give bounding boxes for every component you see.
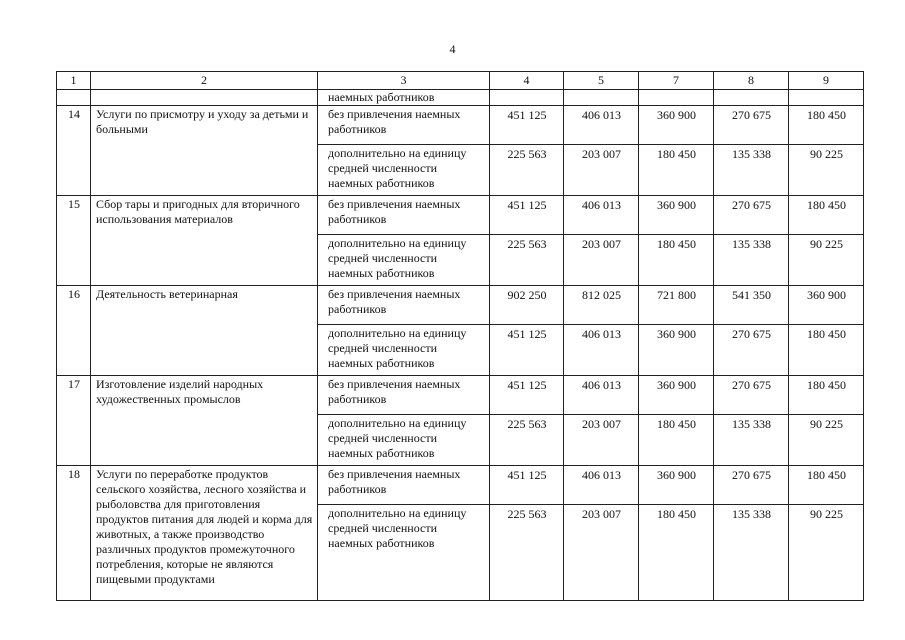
column-header: 2 <box>91 72 318 90</box>
rate-value: 180 450 <box>789 466 864 505</box>
table-row <box>57 376 864 415</box>
column-header: 5 <box>564 72 639 90</box>
entry-number: 16 <box>57 286 91 376</box>
rate-value: 135 338 <box>714 145 789 196</box>
entry-number: 14 <box>57 106 91 196</box>
page-number: 4 <box>449 42 456 56</box>
rate-value: 203 007 <box>564 145 639 196</box>
rate-value: 203 007 <box>564 415 639 466</box>
rate-value: 406 013 <box>564 325 639 376</box>
rate-value: 180 450 <box>789 106 864 145</box>
table-row <box>57 106 864 145</box>
table-cell <box>714 90 789 106</box>
continuation-row <box>57 90 864 106</box>
column-header: 7 <box>639 72 714 90</box>
table-cell <box>789 90 864 106</box>
table-row <box>57 286 864 325</box>
rate-value: 135 338 <box>714 235 789 286</box>
activity-name: Услуги по переработке продуктов сельского хозяйства, лесного хозяйства и рыболовства для приготовления продуктов питания для людей и корма для животных, а также производство различных продуктов промежуточного потребления, которые не являются пищевыми продуктами <box>91 466 318 601</box>
entry-number: 15 <box>57 196 91 286</box>
rate-value: 270 675 <box>714 466 789 505</box>
rate-value: 90 225 <box>789 415 864 466</box>
table-cell <box>91 90 318 106</box>
rate-value: 270 675 <box>714 325 789 376</box>
activity-name: Сбор тары и пригодных для вторичного использования материалов <box>91 196 318 286</box>
rate-value: 90 225 <box>789 235 864 286</box>
column-header: 3 <box>318 72 490 90</box>
activity-name: Услуги по присмотру и уходу за детьми и больными <box>91 106 318 196</box>
rate-value: 812 025 <box>564 286 639 325</box>
condition-label: без привлечения наемных работников <box>318 376 490 415</box>
rate-value: 451 125 <box>490 196 564 235</box>
activity-name: Деятельность ветеринарная <box>91 286 318 376</box>
table-cell <box>639 90 714 106</box>
table-body <box>57 90 864 601</box>
rate-value: 180 450 <box>789 376 864 415</box>
rate-value: 360 900 <box>639 376 714 415</box>
condition-label: без привлечения наемных работников <box>318 106 490 145</box>
rate-value: 406 013 <box>564 106 639 145</box>
rate-value: 360 900 <box>639 325 714 376</box>
condition-label: без привлечения наемных работников <box>318 466 490 505</box>
rate-value: 360 900 <box>639 196 714 235</box>
rate-value: 225 563 <box>490 505 564 601</box>
rate-value: 270 675 <box>714 376 789 415</box>
rate-value: 225 563 <box>490 145 564 196</box>
activity-name: Изготовление изделий народных художественных промыслов <box>91 376 318 466</box>
rate-value: 203 007 <box>564 505 639 601</box>
table-cell <box>564 90 639 106</box>
rate-value: 541 350 <box>714 286 789 325</box>
column-header: 1 <box>57 72 91 90</box>
entry-number: 17 <box>57 376 91 466</box>
rate-value: 180 450 <box>639 235 714 286</box>
rate-value: 451 125 <box>490 106 564 145</box>
tax-rate-table <box>56 71 864 601</box>
rate-value: 135 338 <box>714 505 789 601</box>
table-row <box>57 196 864 235</box>
column-header: 4 <box>490 72 564 90</box>
column-header: 9 <box>789 72 864 90</box>
rate-value: 203 007 <box>564 235 639 286</box>
condition-label: дополнительно на единицу средней численности наемных работников <box>318 415 490 466</box>
rate-value: 406 013 <box>564 376 639 415</box>
table-cell <box>57 90 91 106</box>
rate-value: 225 563 <box>490 235 564 286</box>
rate-value: 406 013 <box>564 466 639 505</box>
column-header: 8 <box>714 72 789 90</box>
header-row <box>57 72 864 90</box>
rate-value: 451 125 <box>490 376 564 415</box>
condition-label: дополнительно на единицу средней численности наемных работников <box>318 145 490 196</box>
entry-number: 18 <box>57 466 91 601</box>
condition-label: без привлечения наемных работников <box>318 286 490 325</box>
rate-value: 180 450 <box>639 415 714 466</box>
condition-label: дополнительно на единицу средней численности наемных работников <box>318 505 490 601</box>
rate-value: 451 125 <box>490 325 564 376</box>
rate-value: 360 900 <box>789 286 864 325</box>
rate-value: 451 125 <box>490 466 564 505</box>
rate-value: 225 563 <box>490 415 564 466</box>
table-row <box>57 466 864 505</box>
rate-value: 90 225 <box>789 145 864 196</box>
continuation-label: наемных работников <box>318 90 490 106</box>
table-cell <box>490 90 564 106</box>
rate-value: 360 900 <box>639 466 714 505</box>
rate-value: 902 250 <box>490 286 564 325</box>
rate-value: 721 800 <box>639 286 714 325</box>
rate-value: 360 900 <box>639 106 714 145</box>
rate-value: 90 225 <box>789 505 864 601</box>
rate-value: 180 450 <box>639 145 714 196</box>
rate-value: 270 675 <box>714 106 789 145</box>
rate-value: 270 675 <box>714 196 789 235</box>
rate-value: 135 338 <box>714 415 789 466</box>
rate-value: 406 013 <box>564 196 639 235</box>
condition-label: дополнительно на единицу средней численности наемных работников <box>318 235 490 286</box>
condition-label: дополнительно на единицу средней численности наемных работников <box>318 325 490 376</box>
rate-value: 180 450 <box>639 505 714 601</box>
condition-label: без привлечения наемных работников <box>318 196 490 235</box>
rate-value: 180 450 <box>789 196 864 235</box>
rate-value: 180 450 <box>789 325 864 376</box>
